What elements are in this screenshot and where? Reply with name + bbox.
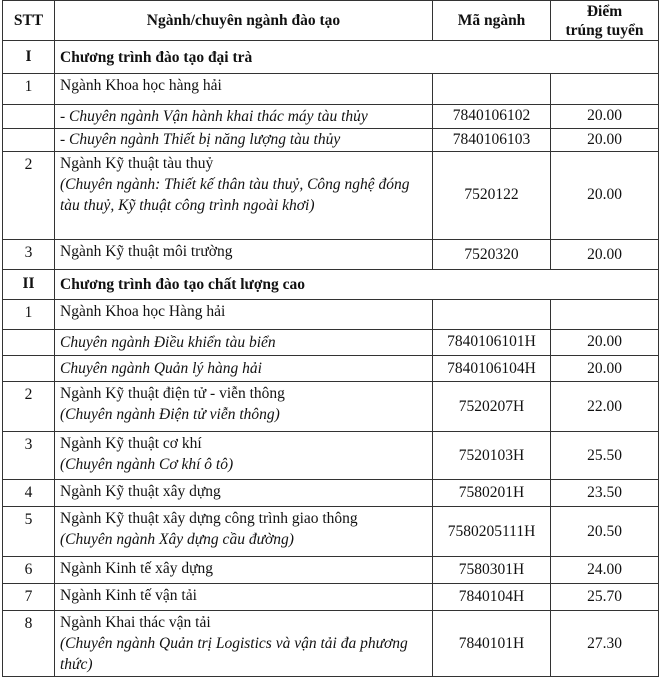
major-code: 7840106104H [433, 355, 551, 381]
table-row [3, 382, 659, 432]
major-code: 7580205111H [433, 506, 551, 556]
row-stt: 8 [3, 611, 55, 677]
table-row [3, 557, 659, 584]
admission-score [551, 74, 659, 105]
header-score-line1: Điểm [586, 2, 623, 20]
major-code [433, 299, 551, 329]
header-code: Mã ngành [433, 1, 551, 41]
table-row [3, 432, 659, 479]
major-code: 7580201H [433, 479, 551, 506]
admission-score: 27.30 [551, 611, 659, 677]
major-name: Ngành Khai thác vận tải [60, 614, 211, 632]
major-name: Ngành Khoa học Hàng hải [60, 302, 226, 320]
row-stt: I [3, 41, 55, 74]
row-major-name [55, 584, 433, 611]
major-code: 7840106103 [433, 128, 551, 151]
major-code: 7520122 [433, 151, 551, 240]
row-stt: 1 [3, 74, 55, 105]
major-name: - Chuyên ngành Vận hành khai thác máy tàu thủy [60, 107, 368, 125]
specialization-note: (Chuyên ngành Cơ khí ô tô) [60, 456, 234, 474]
admission-score: 20.50 [551, 506, 659, 556]
row-major-name [55, 355, 433, 381]
section-row [3, 41, 659, 74]
admission-score: 24.00 [551, 557, 659, 584]
row-major-name [55, 382, 433, 432]
row-stt: 7 [3, 584, 55, 611]
row-stt: 2 [3, 151, 55, 240]
major-code: 7520207H [433, 382, 551, 432]
row-stt: II [3, 270, 55, 299]
admission-score: 25.70 [551, 584, 659, 611]
admission-score [551, 299, 659, 329]
admission-score: 20.00 [551, 105, 659, 128]
major-code: 7580301H [433, 557, 551, 584]
major-name: Ngành Kỹ thuật xây dựng [60, 482, 221, 500]
table-row [3, 329, 659, 355]
table-row [3, 105, 659, 128]
row-major-name [55, 74, 433, 105]
admission-score: 23.50 [551, 479, 659, 506]
table-row [3, 151, 659, 240]
major-name: Ngành Kinh tế vận tải [60, 587, 197, 605]
major-code: 7840101H [433, 611, 551, 677]
major-name: Ngành Khoa học hàng hải [60, 77, 222, 95]
row-major-name [55, 105, 433, 128]
admission-score: 20.00 [551, 240, 659, 270]
header-score [551, 1, 659, 41]
admission-score: 20.00 [551, 329, 659, 355]
row-major-name [55, 432, 433, 479]
row-stt: 5 [3, 506, 55, 556]
major-code: 7520103H [433, 432, 551, 479]
row-stt: 3 [3, 432, 55, 479]
major-name: Ngành Kỹ thuật tàu thuỷ [60, 154, 214, 172]
table-row [3, 128, 659, 151]
specialization-note: (Chuyên ngành Quản trị Logistics và vận tải đa phương thức) [60, 635, 408, 674]
table-row [3, 584, 659, 611]
row-stt: 2 [3, 382, 55, 432]
admission-score: 20.00 [551, 355, 659, 381]
table-row [3, 506, 659, 556]
major-code: 7840106101H [433, 329, 551, 355]
admission-score: 25.50 [551, 432, 659, 479]
major-name: Chuyên ngành Điều khiển tàu biển [60, 333, 276, 351]
row-stt [3, 128, 55, 151]
major-code: 7840104H [433, 584, 551, 611]
header-stt: STT [3, 1, 55, 41]
table-row [3, 355, 659, 381]
row-stt: 6 [3, 557, 55, 584]
row-major-name [55, 299, 433, 329]
table-row [3, 74, 659, 105]
major-name: Ngành Kỹ thuật môi trường [60, 243, 233, 261]
row-major-name [55, 151, 433, 240]
major-code [433, 74, 551, 105]
major-name: Ngành Kỹ thuật điện tử - viễn thông [60, 385, 285, 403]
row-major-name [55, 506, 433, 556]
header-major: Ngành/chuyên ngành đào tạo [55, 1, 433, 41]
section-title: Chương trình đào tạo đại trà [55, 41, 659, 74]
admission-score: 22.00 [551, 382, 659, 432]
major-code: 7840106102 [433, 105, 551, 128]
admission-score-table [2, 0, 659, 677]
row-major-name [55, 128, 433, 151]
table-row [3, 479, 659, 506]
section-row [3, 270, 659, 299]
row-major-name [55, 557, 433, 584]
table-row [3, 240, 659, 270]
row-stt [3, 105, 55, 128]
major-name: - Chuyên ngành Thiết bị năng lượng tàu thủy [60, 131, 341, 149]
row-major-name [55, 329, 433, 355]
admission-score: 20.00 [551, 151, 659, 240]
row-stt [3, 329, 55, 355]
specialization-note: (Chuyên ngành Xây dựng cầu đường) [60, 530, 294, 548]
table-body [3, 41, 659, 677]
major-name: Ngành Kỹ thuật cơ khí [60, 435, 202, 453]
row-stt: 4 [3, 479, 55, 506]
row-major-name [55, 479, 433, 506]
row-stt: 1 [3, 299, 55, 329]
row-major-name [55, 611, 433, 677]
admission-score: 20.00 [551, 128, 659, 151]
row-major-name [55, 240, 433, 270]
table-row [3, 611, 659, 677]
header-row [3, 1, 659, 41]
major-code: 7520320 [433, 240, 551, 270]
major-name: Ngành Kỹ thuật xây dựng công trình giao thông [60, 509, 358, 527]
header-score-line2: trúng tuyển [565, 21, 644, 39]
row-stt: 3 [3, 240, 55, 270]
major-name: Ngành Kinh tế xây dựng [60, 560, 214, 578]
section-title: Chương trình đào tạo chất lượng cao [55, 270, 659, 299]
row-stt [3, 355, 55, 381]
major-name: Chuyên ngành Quản lý hàng hải [60, 360, 262, 377]
specialization-note: (Chuyên ngành: Thiết kế thân tàu thuỷ, Công nghệ đóng tàu thuỷ, Kỹ thuật công trình ngoài khơi) [60, 175, 410, 214]
specialization-note: (Chuyên ngành Điện tử viễn thông) [60, 406, 280, 424]
table-row [3, 299, 659, 329]
